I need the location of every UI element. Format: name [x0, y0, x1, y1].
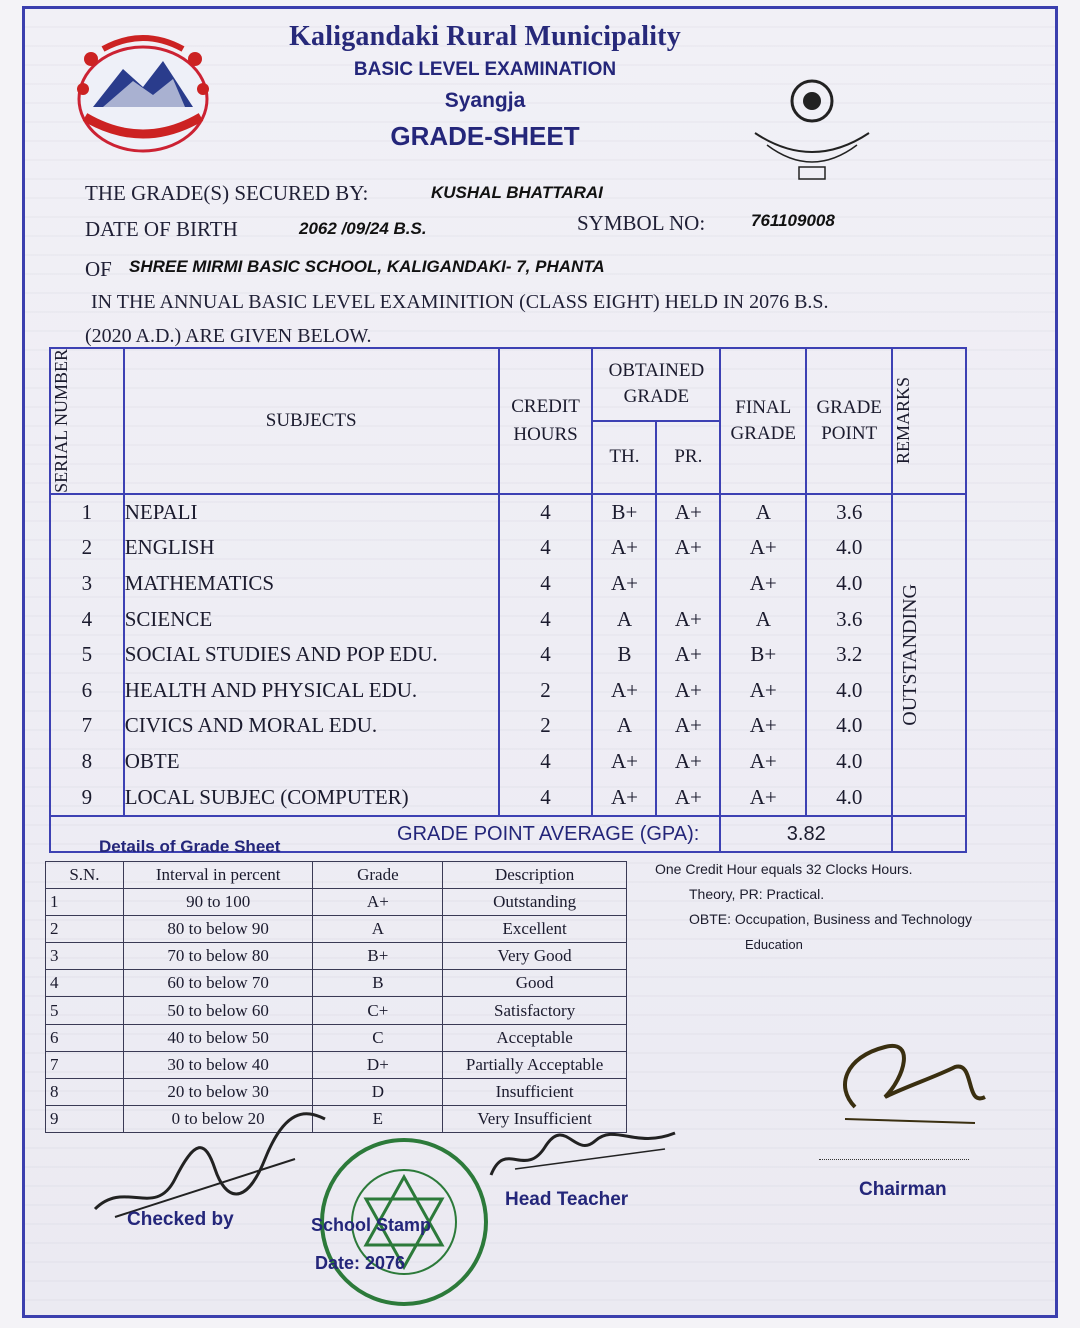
table-cell-final: A [755, 499, 771, 524]
nepal-emblem-logo [63, 29, 221, 159]
remarks-header: REMARKS [892, 348, 966, 494]
table-cell-sn: 7 [81, 713, 93, 738]
of-label: OF [85, 257, 112, 281]
table-cell-credit: 4 [540, 784, 551, 809]
notes-block [655, 857, 1015, 957]
details-grade-header: Grade [313, 862, 443, 889]
table-cell-gp: 3.6 [836, 499, 863, 524]
table-cell-pr: A+ [674, 749, 702, 773]
district-name: Syangja [444, 89, 526, 112]
table-cell-sn: 4 [81, 606, 93, 631]
table-cell-subject: LOCAL SUBJEC (COMPUTER) [124, 784, 409, 809]
table-cell-gp: 4.0 [836, 677, 863, 702]
details-sn-header: S.N. [46, 862, 124, 889]
grade-sheet-title: GRADE-SHEET [390, 121, 580, 151]
table-row: 5 50 to below 60 C+ Satisfactory [46, 997, 627, 1024]
table-cell-sn: 2 [81, 535, 93, 560]
subjects-column [124, 494, 499, 816]
credit-column [499, 494, 593, 816]
table-cell-subject: HEALTH AND PHYSICAL EDU. [124, 677, 418, 702]
table-cell-final: A+ [749, 677, 777, 702]
chairman-signature [825, 1027, 995, 1137]
chairman-label: Chairman [859, 1179, 947, 1200]
table-cell-sn: 3 [81, 571, 93, 596]
table-row: 9 0 to below 20 E Very Insufficient [46, 1105, 627, 1132]
table-cell-pr: A+ [674, 606, 702, 631]
student-name: KUSHAL BHATTARAI [431, 183, 603, 202]
table-cell-credit: 2 [540, 713, 551, 738]
head-teacher-label: Head Teacher [505, 1189, 629, 1210]
table-cell-subject: SCIENCE [124, 606, 213, 631]
table-cell-th: A+ [610, 571, 638, 596]
note-theory: Theory, PR: Practical. [689, 886, 825, 902]
table-cell-sn: 1 [81, 499, 93, 524]
table-cell-pr [657, 566, 719, 602]
table-cell-gp: 4.0 [836, 571, 863, 596]
table-cell-gp: 3.6 [836, 606, 863, 631]
table-cell-subject: NEPALI [124, 499, 198, 524]
remarks-value: OUTSTANDING [899, 584, 922, 726]
checked-by-label: Checked by [127, 1209, 234, 1230]
gpa-label: GRADE POINT AVERAGE (GPA): [50, 816, 720, 852]
table-cell-gp: 4.0 [836, 713, 863, 738]
table-cell-sn: 9 [81, 784, 93, 809]
office-seal-icon [737, 75, 887, 193]
grade-sheet [22, 6, 1058, 1318]
table-cell-pr: A+ [674, 499, 702, 524]
table-cell-credit: 4 [540, 606, 551, 631]
table-cell-th: A+ [610, 535, 638, 560]
table-cell-pr: A+ [674, 535, 702, 560]
table-cell-sn: 5 [81, 642, 93, 667]
school-name: SHREE MIRMI BASIC SCHOOL, KALIGANDAKI- 7, PHANTA [129, 257, 605, 276]
details-interval-header: Interval in percent [123, 862, 313, 889]
table-cell-credit: 4 [540, 535, 551, 560]
table-cell-pr: A+ [674, 677, 702, 702]
remarks-cell [892, 494, 966, 816]
table-cell-subject: CIVICS AND MORAL EDU. [124, 713, 378, 738]
table-cell-subject: MATHEMATICS [124, 571, 275, 596]
exam-statement-line1: IN THE ANNUAL BASIC LEVEL EXAMINITION (CLASS EIGHT) HELD IN 2076 B.S. [91, 291, 829, 313]
table-cell-sn: 8 [81, 749, 93, 773]
theory-column [592, 494, 656, 816]
table-cell-credit: 2 [540, 677, 551, 702]
secured-by-label: THE GRADE(S) SECURED BY: [85, 181, 369, 205]
serial-number-header: SERIAL NUMBER [50, 348, 124, 494]
practical-header: PR. [656, 421, 720, 494]
dob-label: DATE OF BIRTH [85, 217, 238, 241]
table-row: 2 80 to below 90 A Excellent [46, 916, 627, 943]
date-label: Date: 2076 [315, 1253, 406, 1273]
table-cell-pr: A+ [674, 713, 702, 738]
table-cell-sn: 6 [81, 677, 93, 702]
table-cell-th: B [617, 642, 632, 667]
table-cell-th: A+ [610, 677, 638, 702]
municipality-title: Kaligandaki Rural Municipality [289, 21, 681, 52]
final-grade-header: FINAL GRADE [720, 348, 806, 494]
table-cell-subject: SOCIAL STUDIES AND POP EDU. [124, 642, 438, 667]
table-cell-credit: 4 [540, 642, 551, 667]
table-cell-gp: 4.0 [836, 749, 863, 773]
table-cell-final: A [755, 606, 771, 631]
credit-hours-header: CREDIT HOURS [499, 348, 593, 494]
head-teacher-signature [485, 1119, 685, 1189]
gpa-value: 3.82 [720, 816, 892, 852]
details-desc-header: Description [443, 862, 627, 889]
final-grade-column [720, 494, 806, 816]
grade-point-column [806, 494, 892, 816]
serial-column [50, 494, 124, 816]
table-row: 6 40 to below 50 C Acceptable [46, 1024, 627, 1051]
table-row: 3 70 to below 80 B+ Very Good [46, 943, 627, 970]
exam-title: BASIC LEVEL EXAMINATION [353, 59, 617, 80]
table-cell-final: B+ [750, 642, 777, 667]
practical-column [656, 494, 720, 816]
symbol-value: 761109008 [751, 211, 835, 230]
theory-header: TH. [592, 421, 656, 494]
table-cell-gp: 4.0 [836, 535, 863, 560]
table-cell-subject: OBTE [124, 749, 180, 773]
table-cell-pr: A+ [674, 784, 702, 809]
exam-statement-line2: (2020 A.D.) ARE GIVEN BELOW. [85, 325, 372, 347]
obtained-grade-header: OBTAINED GRADE [592, 348, 720, 421]
dob-value: 2062 /09/24 B.S. [299, 219, 427, 238]
details-title: Details of Grade Sheet [99, 837, 281, 856]
grade-point-header: GRADE POINT [806, 348, 892, 494]
table-row: 1 90 to 100 A+ Outstanding [46, 889, 627, 916]
table-cell-credit: 4 [540, 499, 551, 524]
marks-table [49, 347, 967, 845]
table-cell-pr: A+ [674, 642, 702, 667]
symbol-label: SYMBOL NO: [577, 211, 706, 235]
table-cell-th: A+ [610, 749, 638, 773]
table-row: 8 20 to below 30 D Insufficient [46, 1078, 627, 1105]
note-obte: OBTE: Occupation, Business and Technology [689, 911, 973, 927]
table-cell-th: A [616, 606, 633, 631]
table-cell-credit: 4 [540, 749, 551, 773]
table-cell-th: B+ [611, 499, 638, 524]
table-cell-th: A+ [610, 784, 638, 809]
table-row: 7 30 to below 40 D+ Partially Acceptable [46, 1051, 627, 1078]
table-cell-gp: 3.2 [836, 642, 863, 667]
chairman-sign-line [819, 1159, 969, 1160]
table-cell-final: A+ [749, 571, 777, 596]
school-stamp-label: School Stamp [311, 1215, 432, 1235]
subjects-header: SUBJECTS [124, 348, 499, 494]
table-cell-subject: ENGLISH [124, 535, 215, 560]
table-cell-th: A [616, 713, 633, 738]
note-credit-hour: One Credit Hour equals 32 Clocks Hours. [655, 861, 913, 877]
note-obte-cont: Education [745, 937, 803, 952]
table-cell-gp: 4.0 [836, 784, 863, 809]
table-cell-final: A+ [749, 713, 777, 738]
gpa-blank [892, 816, 966, 852]
table-cell-final: A+ [749, 535, 777, 560]
table-row: 4 60 to below 70 B Good [46, 970, 627, 997]
table-cell-credit: 4 [540, 571, 551, 596]
details-table [45, 861, 627, 1133]
table-cell-final: A+ [749, 784, 777, 809]
table-cell-final: A+ [749, 749, 777, 773]
